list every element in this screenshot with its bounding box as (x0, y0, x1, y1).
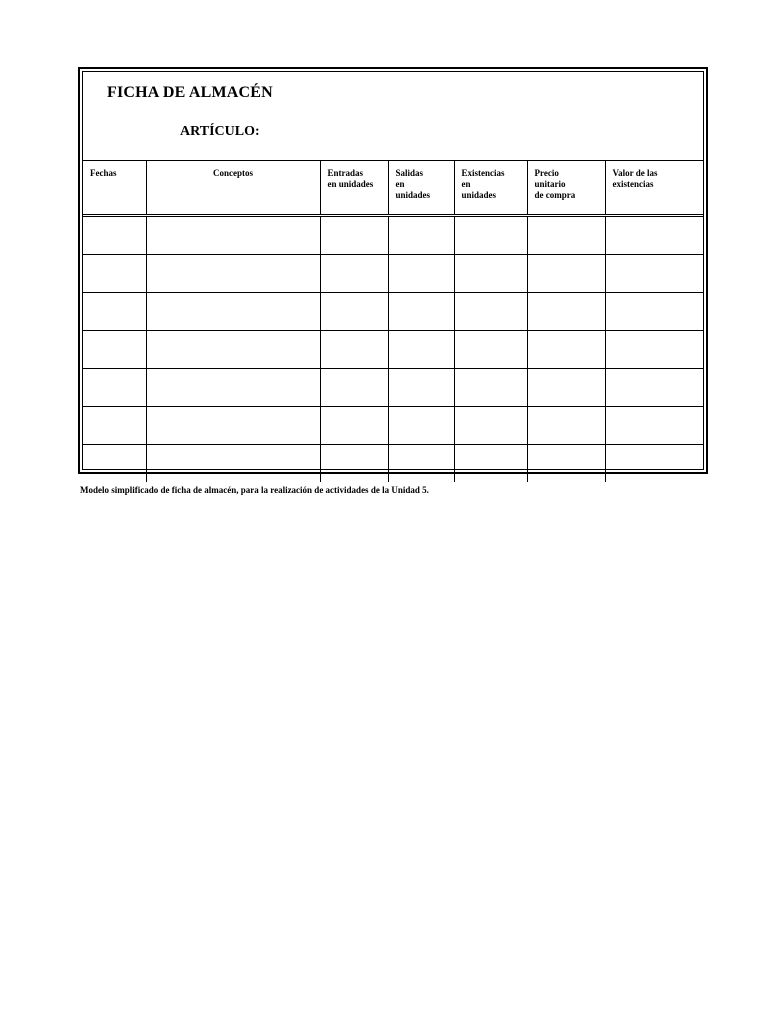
cell-existencias (454, 293, 527, 331)
cell-precio (527, 293, 605, 331)
column-header-precio: Precio unitario de compra (527, 161, 605, 216)
cell-entradas (320, 369, 388, 407)
cell-conceptos (146, 293, 320, 331)
cell-precio (527, 255, 605, 293)
column-header-salidas: Salidas en unidades (388, 161, 454, 216)
table-row (83, 293, 703, 331)
cell-precio (527, 445, 605, 483)
cell-salidas (388, 445, 454, 483)
cell-existencias (454, 331, 527, 369)
table-row (83, 331, 703, 369)
inventory-table (83, 161, 703, 482)
cell-conceptos (146, 255, 320, 293)
cell-valor (605, 369, 703, 407)
cell-conceptos (146, 216, 320, 255)
cell-salidas (388, 293, 454, 331)
card-caption: Modelo simplificado de ficha de almacén, para la realización de actividades de la Unidad 5. (80, 485, 429, 495)
table-row (83, 407, 703, 445)
column-header-valor: Valor de las existencias (605, 161, 703, 216)
cell-precio (527, 407, 605, 445)
cell-entradas (320, 445, 388, 483)
cell-existencias (454, 369, 527, 407)
cell-precio (527, 369, 605, 407)
cell-salidas (388, 331, 454, 369)
cell-valor (605, 331, 703, 369)
cell-conceptos (146, 369, 320, 407)
cell-conceptos (146, 407, 320, 445)
cell-fechas (83, 369, 146, 407)
table-row (83, 216, 703, 255)
cell-entradas (320, 293, 388, 331)
cell-fechas (83, 445, 146, 483)
cell-valor (605, 255, 703, 293)
cell-precio (527, 331, 605, 369)
cell-fechas (83, 407, 146, 445)
column-header-fechas: Fechas (83, 161, 146, 216)
cell-precio (527, 216, 605, 255)
column-header-entradas: Entradas en unidades (320, 161, 388, 216)
cell-fechas (83, 255, 146, 293)
cell-existencias (454, 445, 527, 483)
cell-valor (605, 445, 703, 483)
cell-fechas (83, 331, 146, 369)
table-header (83, 161, 703, 216)
table-row (83, 369, 703, 407)
table-body (83, 216, 703, 483)
cell-valor (605, 407, 703, 445)
cell-existencias (454, 216, 527, 255)
cell-entradas (320, 331, 388, 369)
cell-fechas (83, 293, 146, 331)
column-header-conceptos: Conceptos (146, 161, 320, 216)
table-row (83, 445, 703, 483)
cell-valor (605, 216, 703, 255)
table-row (83, 255, 703, 293)
column-header-existencias: Existencias en unidades (454, 161, 527, 216)
header-row (83, 161, 703, 216)
cell-entradas (320, 216, 388, 255)
card-title: FICHA DE ALMACÉN (107, 84, 273, 101)
cell-entradas (320, 407, 388, 445)
cell-conceptos (146, 331, 320, 369)
cell-existencias (454, 407, 527, 445)
cell-salidas (388, 216, 454, 255)
cell-fechas (83, 216, 146, 255)
warehouse-card-inner (82, 71, 704, 470)
cell-salidas (388, 255, 454, 293)
cell-valor (605, 293, 703, 331)
cell-entradas (320, 255, 388, 293)
cell-existencias (454, 255, 527, 293)
card-header (83, 72, 703, 161)
warehouse-card (78, 67, 708, 474)
article-label: ARTÍCULO: (180, 124, 260, 139)
cell-conceptos (146, 445, 320, 483)
cell-salidas (388, 407, 454, 445)
cell-salidas (388, 369, 454, 407)
